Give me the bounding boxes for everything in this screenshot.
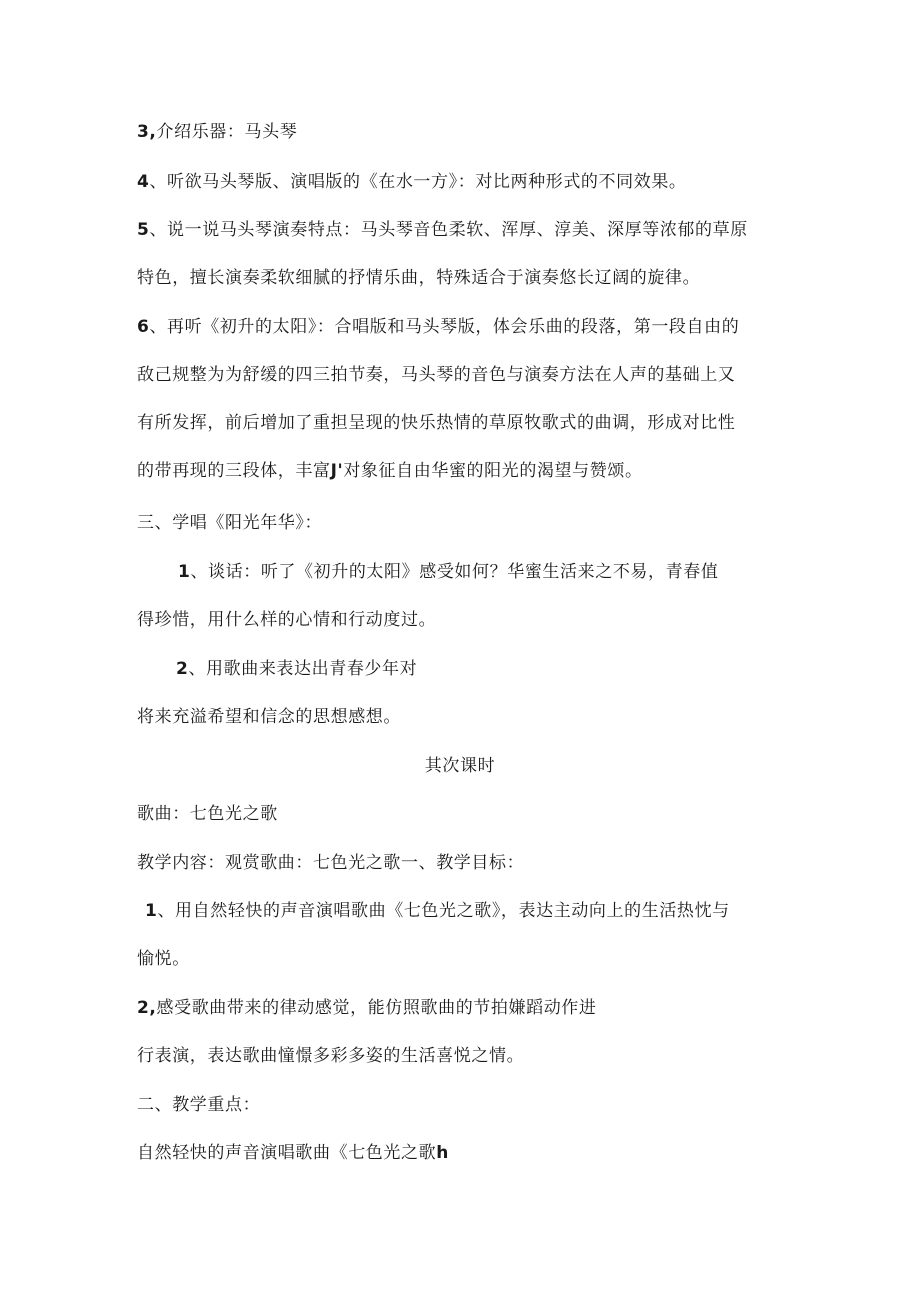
item-6-line-4-part-b: J' bbox=[330, 461, 344, 481]
item-6-line-4-part-c: 对象征自由华蜜的阳光的渴望与赞颂。 bbox=[343, 461, 643, 481]
item-3 bbox=[137, 120, 297, 144]
goal-1-text: 、用自然轻快的声音演唱歌曲《七色光之歌》，表达主动向上的生活热忱与 bbox=[157, 901, 730, 921]
item-5-line-1 bbox=[137, 218, 748, 242]
section-3-item-1-number: 1 bbox=[178, 562, 191, 582]
goal-1-line-2: 愉悦。 bbox=[137, 949, 190, 969]
item-4-number: 4 bbox=[137, 172, 150, 192]
item-6-line-2: 敌己规整为为舒缓的四三拍节奏，马头琴的音色与演奏方法在人声的基础上又 bbox=[137, 365, 736, 385]
goal-2-line-2: 行表演，表达歌曲憧憬多彩多姿的生活喜悦之情。 bbox=[137, 1046, 525, 1066]
item-5-number: 5 bbox=[137, 220, 150, 240]
item-3-text: 介绍乐器：马头琴 bbox=[156, 122, 298, 142]
key-points-heading: 二、教学重点： bbox=[137, 1095, 261, 1115]
item-5-line-2: 特色，擅长演奏柔软细腻的抒情乐曲，特殊适合于演奏悠长辽阔的旋律。 bbox=[137, 268, 701, 288]
item-6-line-3: 有所发挥，前后增加了重担呈现的快乐热情的草原牧歌式的曲调，形成对比性 bbox=[137, 413, 736, 433]
item-6-line-1 bbox=[137, 315, 739, 339]
song-line: 歌曲：七色光之歌 bbox=[137, 804, 278, 824]
item-4-text: 、听欲马头琴版、演唱版的《在水一方》：对比两种形式的不同效果。 bbox=[149, 172, 687, 192]
key-points-text-tail: h bbox=[436, 1143, 449, 1163]
item-6-number: 6 bbox=[137, 317, 150, 337]
goal-1-number: 1 bbox=[145, 901, 158, 921]
section-3-item-1-line-1 bbox=[178, 560, 718, 584]
item-5-text: 、说一说马头琴演奏特点：马头琴音色柔软、浑厚、淳美、深厚等浓郁的草原 bbox=[149, 220, 748, 240]
item-6-line-4 bbox=[137, 459, 643, 483]
section-3-heading: 三、学唱《阳光年华》： bbox=[137, 513, 323, 533]
section-3-item-2-text: 、用歌曲来表达出青春少年对 bbox=[188, 659, 418, 679]
item-6-line-4-part-a: 的带再现的三段体，丰富 bbox=[137, 461, 331, 481]
section-3-item-1-text: 、谈话：听了《初升的太阳》感受如何？华蜜生活来之不易，青春值 bbox=[190, 562, 719, 582]
goal-1-line-1 bbox=[145, 899, 730, 923]
item-6-text: 、再听《初升的太阳》：合唱版和马头琴版，体会乐曲的段落，第一段自由的 bbox=[149, 317, 740, 337]
item-4 bbox=[137, 170, 687, 194]
lesson-2-title: 其次课时 bbox=[424, 756, 496, 776]
section-3-item-2-number: 2 bbox=[176, 659, 189, 679]
section-3-item-1-line-2: 得珍惜，用什么样的心情和行动度过。 bbox=[137, 610, 437, 630]
section-3-item-2-line-1 bbox=[176, 657, 417, 681]
section-3-item-2-line-2: 将来充溢希望和信念的思想感想。 bbox=[137, 707, 401, 727]
teaching-content-line: 教学内容：观赏歌曲：七色光之歌一、教学目标： bbox=[137, 853, 525, 873]
item-3-number: 3, bbox=[137, 122, 157, 142]
goal-2-line-1 bbox=[137, 996, 597, 1020]
goal-2-number: 2, bbox=[137, 998, 157, 1018]
key-points-text-main: 自然轻快的声音演唱歌曲《七色光之歌 bbox=[137, 1143, 437, 1163]
key-points-text bbox=[137, 1141, 449, 1165]
goal-2-text: 感受歌曲带来的律动感觉，能仿照歌曲的节拍嫌蹈动作进 bbox=[156, 998, 597, 1018]
